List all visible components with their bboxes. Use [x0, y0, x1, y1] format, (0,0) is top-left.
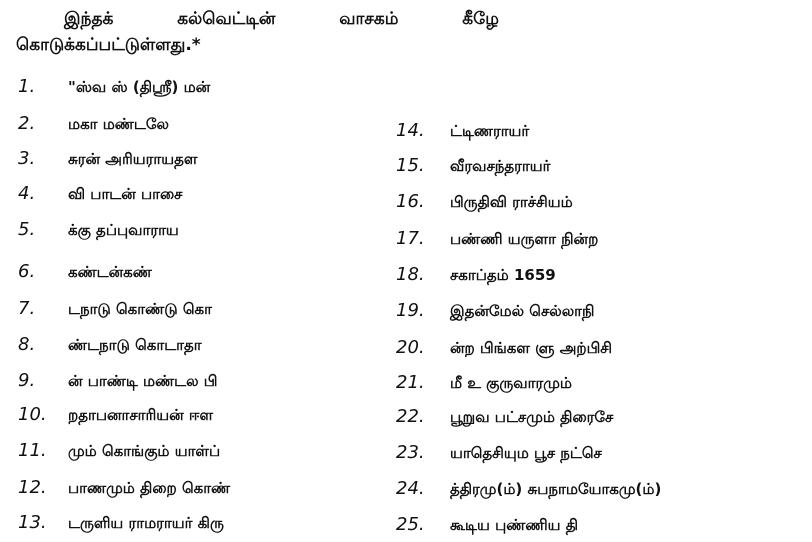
line-number: 25. [396, 514, 425, 535]
line-number: 16. [396, 191, 425, 212]
list-item [396, 264, 556, 286]
intro-text [16, 6, 776, 58]
list-item [396, 191, 573, 213]
line-text: யாதெசியும பூச நட்செ [450, 444, 602, 462]
line-text: சுரன் அரியராயதள [68, 150, 198, 168]
line-text: "ஸ்வ ஸ் (திஸ்ரீ) மன் [68, 78, 211, 96]
line-text: இதன்மேல் செல்லாநி [450, 302, 595, 320]
line-text: ன் பாண்டி மண்டல பி [68, 372, 218, 390]
list-item [18, 477, 230, 499]
intro-line-1: இந்தக் கல்வெட்டின் வாசகம் கீழே [64, 9, 499, 29]
list-item [18, 219, 179, 241]
list-item [18, 512, 224, 534]
line-text: ண்டநாடு கொடாதா [68, 336, 202, 354]
line-number: 20. [396, 337, 425, 358]
line-text: ன்ற பிங்கள ளு அற்பிசி [450, 339, 613, 357]
line-number: 17. [396, 228, 425, 249]
line-text: றதாபனாசாரியன் ஈள [68, 406, 214, 424]
list-item [18, 370, 217, 392]
line-number: 13. [18, 512, 47, 533]
line-text: மும் கொங்கும் யாள்ப் [68, 442, 221, 460]
list-item [18, 440, 220, 462]
line-number: 6. [18, 261, 36, 282]
list-item [18, 261, 152, 283]
line-text: க்கு தப்புவாராய [68, 221, 179, 239]
list-item [18, 334, 202, 356]
list-item [396, 372, 572, 394]
intro-line-2: கொடுக்கப்பட்டுள்ளது.* [16, 35, 201, 55]
line-number: 23. [396, 442, 425, 463]
line-number: 8. [18, 334, 36, 355]
line-number: 3. [18, 148, 36, 169]
line-text: டருளிய ராமராயர் கிரு [68, 514, 224, 532]
line-number: 7. [18, 298, 36, 319]
line-text: த்திரமு(ம்) சுபநாமயோகமு(ம்) [450, 480, 662, 498]
line-text: வி பாடன் பாசை [68, 185, 183, 203]
line-text: மீ உ குருவாரமும் [450, 374, 572, 392]
list-item [396, 478, 661, 500]
list-item [18, 183, 183, 205]
line-number: 18. [396, 264, 425, 285]
list-item [396, 228, 598, 250]
list-item [18, 148, 197, 170]
line-text: பிருதிவி ராச்சியம் [450, 193, 573, 211]
line-text: ட்டிணராயர் [450, 122, 530, 140]
line-text: பூறுவ பட்சமும் திரைசே [450, 408, 614, 426]
line-text: பண்ணி யருளா நின்ற [450, 230, 599, 248]
list-item [396, 155, 550, 177]
list-item [18, 113, 169, 135]
line-number: 10. [18, 404, 47, 425]
list-item [396, 300, 594, 322]
line-text: பாணமும் திறை கொண் [68, 479, 231, 497]
line-number: 15. [396, 155, 425, 176]
line-number: 22. [396, 406, 425, 427]
line-number: 12. [18, 477, 47, 498]
line-number: 11. [18, 440, 47, 461]
list-item [396, 337, 612, 359]
line-text: டநாடு கொண்டு கொ [68, 300, 212, 318]
list-item [396, 442, 602, 464]
line-number: 2. [18, 113, 36, 134]
line-number: 1. [18, 76, 36, 97]
list-item [396, 406, 613, 428]
line-number: 24. [396, 478, 425, 499]
line-text: கூடிய புண்ணிய தி [450, 516, 578, 534]
line-number: 14. [396, 120, 425, 141]
list-item [396, 514, 578, 536]
line-text: கண்டன்கண் [68, 263, 152, 281]
list-item [18, 298, 212, 320]
line-number: 5. [18, 219, 36, 240]
list-item [18, 76, 210, 98]
line-number: 9. [18, 370, 36, 391]
line-text: மகா மண்டலே [68, 115, 169, 133]
line-text: வீரவசந்தராயர் [450, 157, 551, 175]
list-item [396, 120, 529, 142]
line-number: 4. [18, 183, 36, 204]
line-number: 21. [396, 372, 425, 393]
line-number: 19. [396, 300, 425, 321]
list-item [18, 404, 213, 426]
line-text: சகாப்தம் 1659 [450, 266, 556, 284]
